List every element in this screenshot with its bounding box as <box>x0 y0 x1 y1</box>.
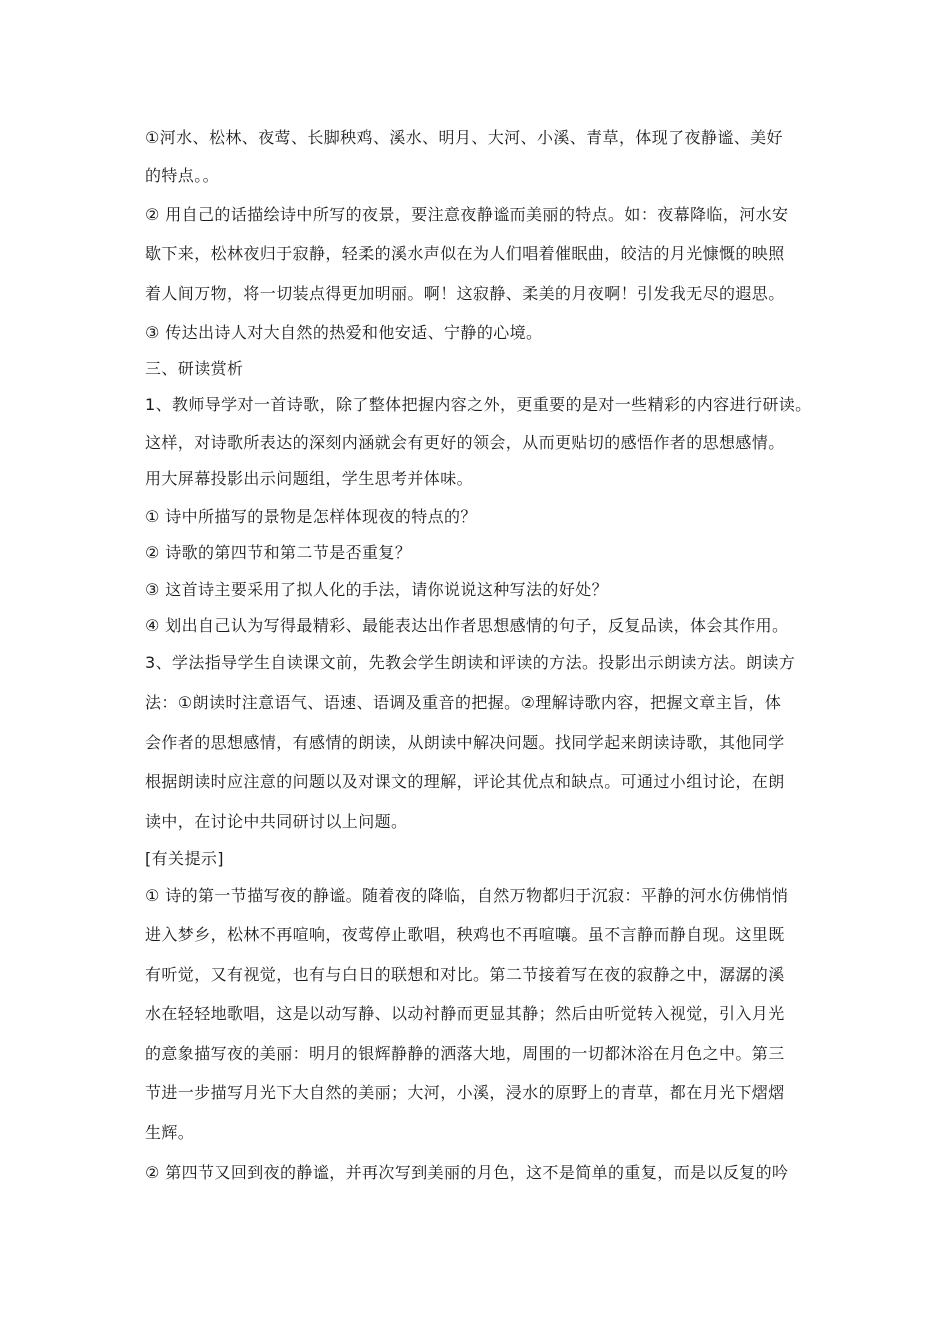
question-item: ① 诗中所描写的景物是怎样体现夜的特点的？ <box>145 507 477 526</box>
text-line: ② 第四节又回到夜的静谧，并再次写到美丽的月色，这不是简单的重复，而是以反复的吟 <box>145 1163 789 1182</box>
text-line: 读中，在讨论中共同研讨以上问题。 <box>145 812 408 831</box>
text-line: 歇下来，松林夜归于寂静，轻柔的溪水声似在为人们唱着催眠曲，皎洁的月光慷慨的映照 <box>145 244 785 263</box>
text-line: 3、学法指导学生自读课文前，先教会学生朗读和评读的方法。投影出示朗读方法。朗读方 <box>145 653 796 672</box>
text-line: 的意象描写夜的美丽：明月的银辉静静的洒落大地，周围的一切都沐浴在月色之中。第三 <box>145 1044 785 1063</box>
question-item: ④ 划出自己认为写得最精彩、最能表达出作者思想感情的句子，反复品读，体会其作用。 <box>145 616 789 635</box>
question-item: ③ 这首诗主要采用了拟人化的手法，请你说说这种写法的好处？ <box>145 580 609 599</box>
text-line: 生辉。 <box>145 1123 195 1142</box>
text-line: 节进一步描写月光下大自然的美丽；大河，小溪，浸水的原野上的青草，都在月光下熠熠 <box>145 1083 785 1102</box>
text-line: 有听觉，又有视觉，也有与白日的联想和对比。第二节接着写在夜的寂静之中，潺潺的溪 <box>145 965 785 984</box>
text-line: ② 用自己的话描绘诗中所写的夜景，要注意夜静谧而美丽的特点。如：夜幕降临，河水安 <box>145 205 789 224</box>
text-line: 会作者的思想感情，有感情的朗读，从朗读中解决问题。找同学起来朗读诗歌，其他同学 <box>145 733 785 752</box>
text-line: ①河水、松林、夜莺、长脚秧鸡、溪水、明月、大河、小溪、青草，体现了夜静谧、美好 <box>145 128 783 147</box>
text-line: 这样，对诗歌所表达的深刻内涵就会有更好的领会，从而更贴切的感悟作者的思想感情。 <box>145 433 785 452</box>
question-item: ② 诗歌的第四节和第二节是否重复？ <box>145 543 412 562</box>
hint-heading: [有关提示] <box>145 849 224 868</box>
text-line: 法：①朗读时注意语气、语速、语调及重音的把握。②理解诗歌内容，把握文章主旨，体 <box>145 693 782 712</box>
text-line: 的特点。。 <box>145 166 220 185</box>
section-heading: 三、研读赏析 <box>145 359 244 378</box>
text-line: 水在轻轻地歌唱，这是以动写静、以动衬静而更显其静；然后由听觉转入视觉，引入月光 <box>145 1004 785 1023</box>
text-line: 着人间万物，将一切装点得更加明丽。啊！这寂静、柔美的月夜啊！引发我无尽的遐思。 <box>145 284 785 303</box>
text-line: 根据朗读时应注意的问题以及对课文的理解，评论其优点和缺点。可通过小组讨论，在朗 <box>145 772 785 791</box>
text-line: 1、教师导学对一首诗歌，除了整体把握内容之外，更重要的是对一些精彩的内容进行研读。 <box>145 395 812 414</box>
text-line: ① 诗的第一节描写夜的静谧。随着夜的降临，自然万物都归于沉寂：平静的河水仿佛悄悄 <box>145 886 789 905</box>
text-line: ③ 传达出诗人对大自然的热爱和他安适、宁静的心境。 <box>145 323 543 342</box>
text-line: 用大屏幕投影出示问题组，学生思考并体味。 <box>145 469 474 488</box>
text-line: 进入梦乡，松林不再喧响，夜莺停止歌唱，秧鸡也不再喧嚷。虽不言静而静自现。这里既 <box>145 925 785 944</box>
